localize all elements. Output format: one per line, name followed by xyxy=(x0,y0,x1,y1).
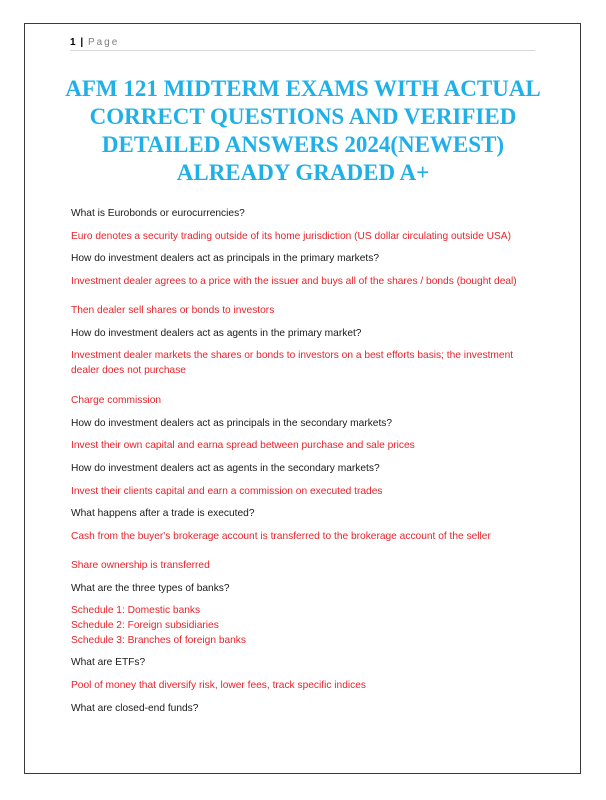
page-separator: | xyxy=(80,37,84,48)
answer-schedule-1: Schedule 1: Domestic banks xyxy=(71,605,201,616)
question-types-of-banks: What are the three types of banks? xyxy=(71,583,230,594)
document-title: AFM 121 MIDTERM EXAMS WITH ACTUAL CORRECT QUESTIONS AND VERIFIED DETAILED ANSWERS 2024(NEWEST) ALREADY GRADED A+ xyxy=(65,76,541,185)
answer-schedule-2: Schedule 2: Foreign subsidiaries xyxy=(71,620,219,631)
answer-etfs: Pool of money that diversify risk, lower fees, track specific indices xyxy=(71,680,366,691)
answer-principals-secondary: Invest their own capital and earna spread between purchase and sale prices xyxy=(71,440,415,451)
question-principals-secondary: How do investment dealers act as principals in the secondary markets? xyxy=(71,418,393,429)
question-closed-end-funds: What are closed-end funds? xyxy=(71,703,199,714)
question-etfs: What are ETFs? xyxy=(71,657,146,668)
question-eurobonds: What is Eurobonds or eurocurrencies? xyxy=(71,208,245,219)
answer-principals-primary-2: Then dealer sell shares or bonds to investors xyxy=(71,305,275,316)
page-number: 1 xyxy=(70,37,76,48)
answer-agents-primary: Investment dealer markets the shares or bonds to investors on a best efforts basis; the investment dealer does not purchase xyxy=(71,350,514,376)
answer-schedule-3: Schedule 3: Branches of foreign banks xyxy=(71,635,246,646)
question-principals-primary: How do investment dealers act as principals in the primary markets? xyxy=(71,253,380,264)
question-agents-primary: How do investment dealers act as agents in the primary market? xyxy=(71,328,362,339)
answer-trade-executed-2: Share ownership is transferred xyxy=(71,560,210,571)
answer-agents-secondary: Invest their clients capital and earn a commission on executed trades xyxy=(71,486,383,497)
answer-principals-primary: Investment dealer agrees to a price with the issuer and buys all of the shares / bonds (bought deal) xyxy=(71,276,517,287)
answer-trade-executed: Cash from the buyer's brokerage account is transferred to the brokerage account of the seller xyxy=(71,531,491,542)
question-agents-secondary: How do investment dealers act as agents in the secondary markets? xyxy=(71,463,380,474)
page-header xyxy=(70,36,535,51)
answer-eurobonds: Euro denotes a security trading outside of its home jurisdiction (US dollar circulating outside USA) xyxy=(71,231,511,242)
page-label: Page xyxy=(87,37,120,48)
answer-agents-primary-2: Charge commission xyxy=(71,395,162,406)
question-trade-executed: What happens after a trade is executed? xyxy=(71,508,255,519)
